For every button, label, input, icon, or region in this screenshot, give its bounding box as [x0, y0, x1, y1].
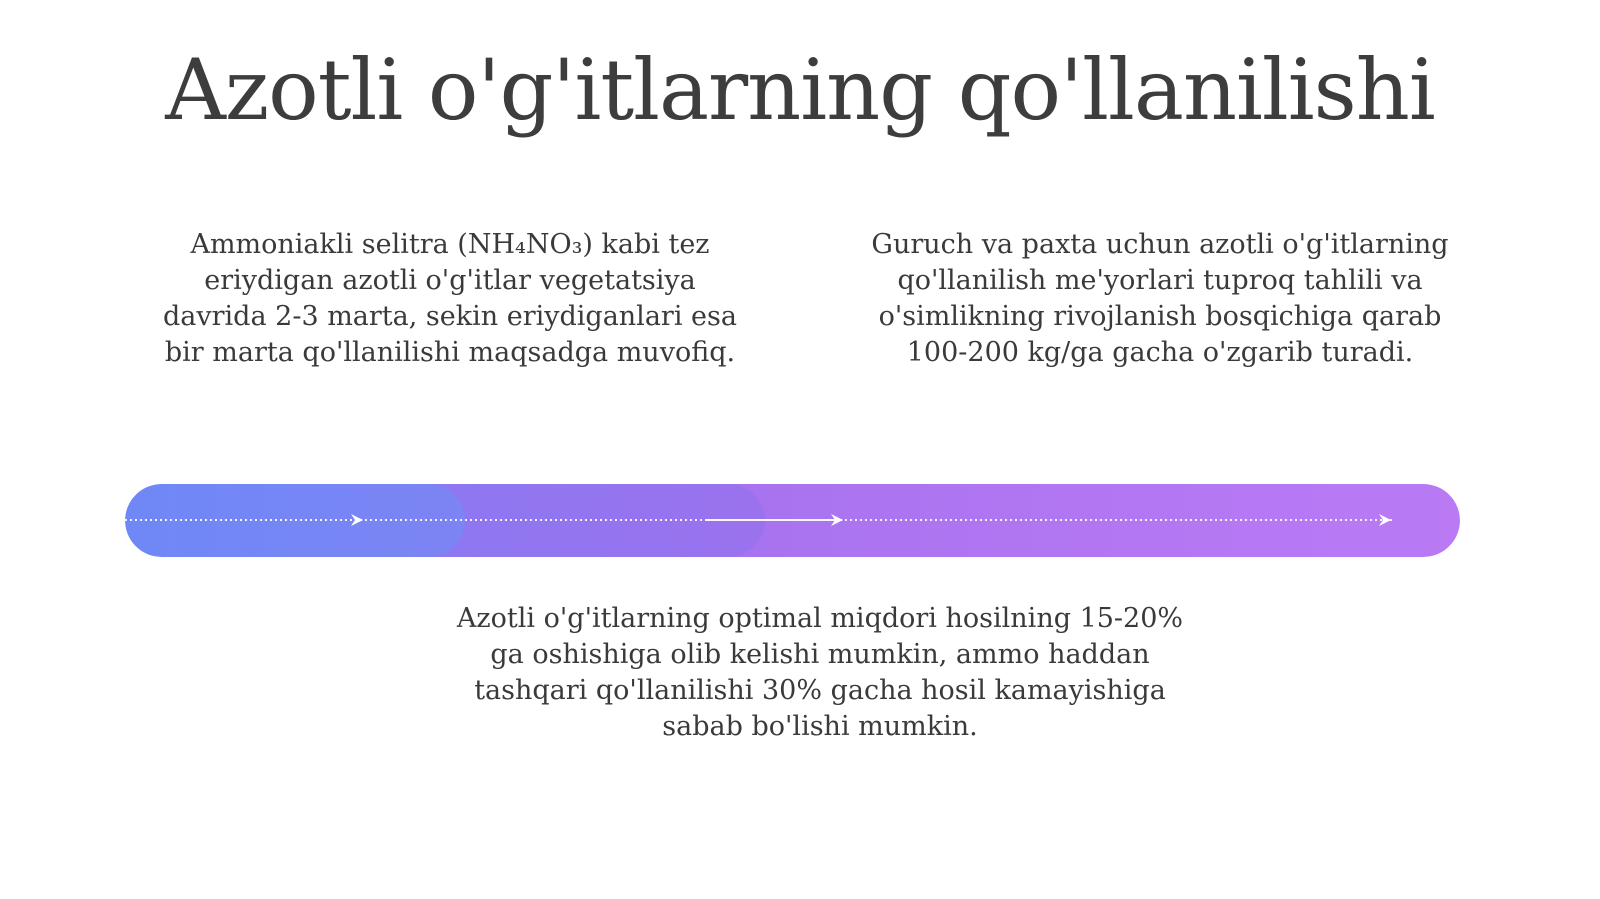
timeline-line [125, 484, 1460, 557]
left-text-block: Ammoniakli selitra (NH₄NO₃) kabi tez eriydigan azotli o'g'itlar vegetatsiya davrida 2-3 marta, sekin eriydiganlari esa bir marta qo'llanilishi maqsadga muvofiq. [163, 229, 737, 368]
arrow-right-icon [351, 514, 363, 526]
slide-title: Azotli o'g'itlarning qo'llanilishi [165, 41, 1435, 139]
bottom-text-block: Azotli o'g'itlarning optimal miqdori hosilning 15-20% ga oshishiga olib kelishi mumkin, ammo haddan tashqari qo'llanilishi 30% gacha hosil kamayishiga sabab bo'lishi mumkin. [456, 603, 1184, 742]
right-text-block: Guruch va paxta uchun azotli o'g'itlarning qo'llanilish me'yorlari tuproq tahlili va o'simlikning rivojlanish bosqichiga qarab 100-200 kg/ga gacha o'zgarib turadi. [871, 229, 1449, 368]
timeline-bar [125, 484, 1460, 557]
